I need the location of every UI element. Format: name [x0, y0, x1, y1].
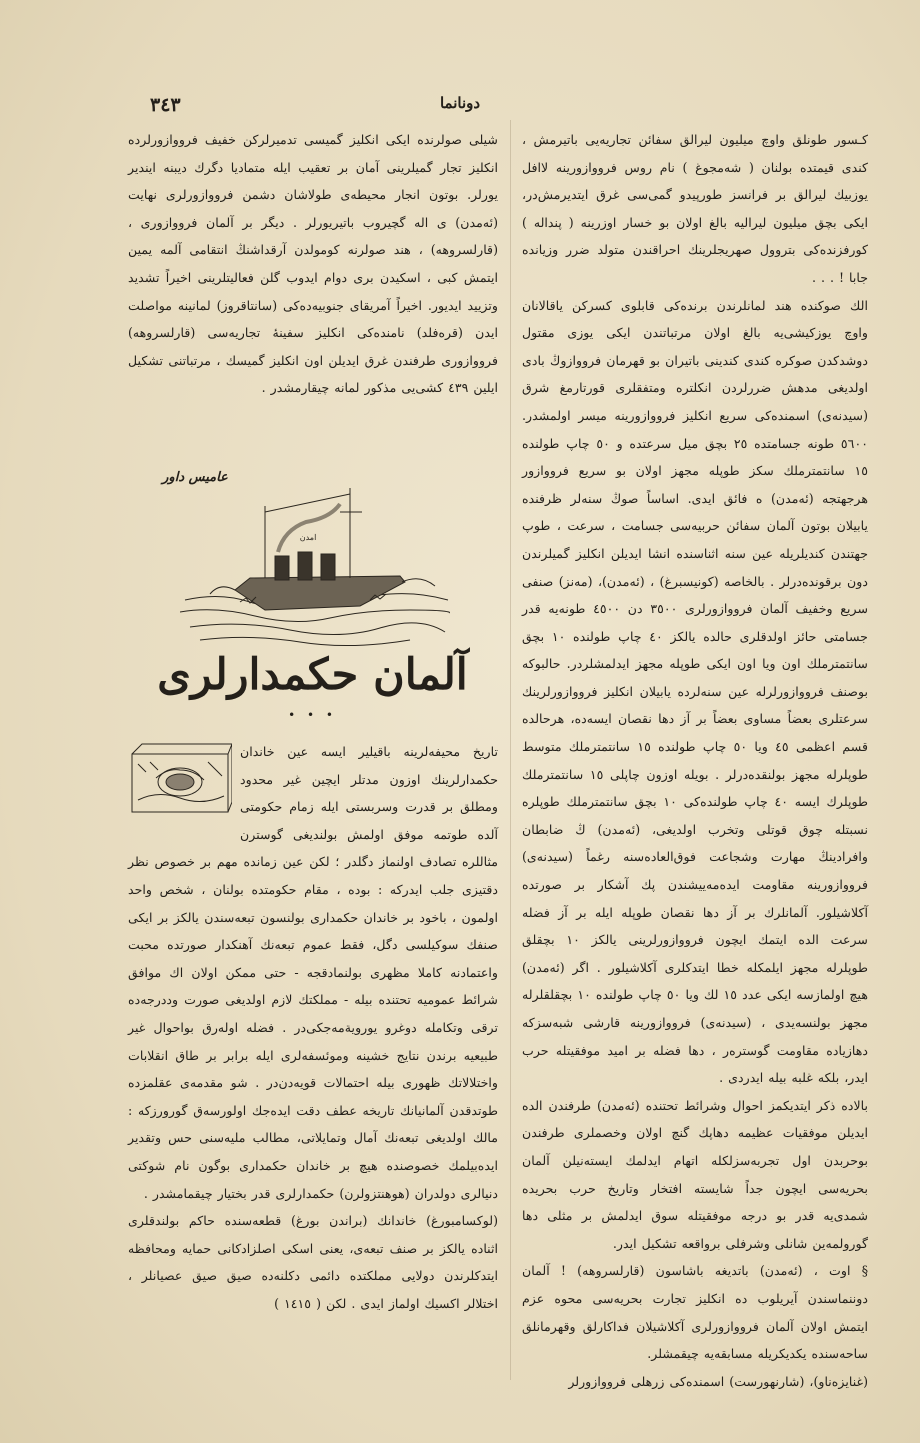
- paragraph: § اوت ، (ئه‌مدن) باتديغه باشاسون (قارلسروهه) ! آلمان دوننماسندن آيريلوب ده انكليز تجارت بحريه‌سى محوه عزم ايتمش اولان آلمان فروواز‌ورلرى آكلاشيلان فداكارلق وقهرمانلق ساحه‌سنده يكديكريله مسابقه‌يه چيقمشلر.: [522, 1263, 868, 1362]
- paragraph: بالاده ذكر ايتديكمز احوال وشرائط تحتنده (ئه‌مدن) طرفندن الده ايديلن موفقيات عظيمه دهاپك گنچ اولان وخصملرى طرفندن بوحربدن اول تجربه‌سزلكله اتهام ايدلمك ايسته‌نيلن آلمان بحريه‌سى ايچون جداً شايسته افتخار وتاريخ حرب بحريده شمدى‌يه قدر بو درجه موفقيتله سوق ايدلمش بر مثلى دها گورولمه‌ين شانلى وشرفلى برواقعه تشكيل ايدر.: [522, 1097, 868, 1251]
- paragraph: شيلى صولرنده ايكى انكليز گميسى تدميرلركن خفيف فروواز‌ورلرده انكليز تجار گميلرينى آمان بر تعقيب ايله متماديا دگرك ديبنه ايندير يورلر. بوتون انجار محيطه‌ى طولاشان دشمن فروواز‌ورلرى نهايت (ئه‌مدن) ى اله گچيروب باتيريورلر . ديگر بر آلمان فروواز‌ورى ، (قارلسروهه) ، هند صولرنه كومولدن آرقداشنڭ انتقامى آلمه يمين ايتمش كبى ، اسكيدن برى دوام ايدوب گلن فعاليتلرينى اخيراً تشديد وتزييد ايديور. اخيراً آمريقاى جنوبيه‌ده‌كى (سانتاقروز) لمانينه مواصلت ايدن (قره‌فلد) نامنده‌كى انكليز سفينهٔ تجاريه‌سى (قارلسروهه) فروواز‌ورى طرفندن غرق ايديلن اون انكليز گميسك ، مرتباتنى تشكيل ايلين ٤٣٩ كشى‌يى مذكور لمانه چيقارمشدر .: [128, 132, 498, 396]
- warship-illustration: [180, 482, 450, 650]
- paragraph: تاريخ محيفه‌لرينه باقيلير ايسه عين خاندان حكمدارلرينك اوزون مدتلر ايچين غير محدود ومطلق بر قدرت وسربستى ايله زمام حكومتى آلده طوتمه موفق اولمش بولنديغى گوسترن مثاللره تصادف اولنماز دگلدر ؛ لكن عين زمانده مهم بر خصوص نظر دقتيزى جلب ايدركه : بوده ، مقام حكومتده بولنان ، شخص واحد اولمون ، باخود بر خاندان حكمدارى بولنسون تبعه‌سندن يالكز بر ايكى صنفك سوكيلسى دگل، فقط عموم تبعه‌نك آهنكدار صورتده محبت واعتمادنه كاملا مظهرى بولنمادقجه - حتى ممكن اولان اك موافق شرائط عموميه تحتنده بيله - مملكتك لازم اولديغى صورت وددرجه‌ده ترقى وتكامله دوغرو يوروية‌مه‌جكى‌در . فضله اوله‌رق بواحوال غير طبيعيه برندن نتايج خشينه وموئسفه‌لرى ايله برابر بر طاق انقلابات واختلالاتك ظهورى بيله احتمالات قويه‌دن‌در . شو مقدمه‌ى عقلمزده طوتدقدن آلمانيانك تاريخه عطف دقت ايده‌جك اولورسه‌ق گورورزكه : مالك اولديغى تبعه‌نك آمال وتمايلاتى، مطالب مليه‌سنى حس وتقدير ايده‌بيلمك خصوصنده هيچ بر خاندان حكمدارى بوگون نام شوكتى دنيالرى دولدران (هوهنتزولرن) حكمدارلرى قدر بختيار چيقمامشدر .: [128, 744, 498, 1201]
- paragraph: كـسور طونلق واوچ ميليون ليرالق سفائن تجاريه‌يى باتيرمش ، كندى قيمتده بولنان ( شه‌مجوغ ) نام روس فروواز‌ورينه لاافل يوزبيك ليرالق بر فرانسز طورپيدو گمى‌سى غرق ايتديرمش‌در، ايكى بچق ميليون ليراليه بالغ اولان بو خسار اوزرينه ( پنداله ) كورفزنده‌كى بتروول صهريجلرينك احراقندن متولد ضرر وزيانده جابا ! . . .: [522, 132, 868, 285]
- column-divider: [510, 120, 511, 1380]
- paragraph: (لوكسامبورغ) خاندانك (براندن بورغ) قطعه‌سنده حاكم بولندقلرى اثناده يالكز بر صنف تبعه‌ى، يعنى اسكى اصلزادكانى حمايه ومحافظه ايتدكلرندن دولايى مملكتده دائمى دكلنه‌ده صيق صيق عصيانلر ، اختلالر اكسيك اولماز ايدى . لكن ( ١٤١٥ ): [128, 1213, 498, 1311]
- decorative-vignette-icon: [128, 740, 232, 824]
- left-column: [128, 126, 498, 402]
- paragraph: (غنايزه‌ناو)، (شارنهورست) اسمنده‌كى زرهلى فروواز‌ورلر: [568, 1373, 868, 1389]
- author-signature: عاميس داور: [162, 470, 228, 485]
- paragraph: الك صوكنده هند لمانلرندن برنده‌كى قابلوى كسركن ياقالانان واوچ يوزكيشى‌يه بالغ اولان مرتباتندن ايكى يوزى مقتول دوشدكدن صوكره كندى كندينى باتيران بو قهرمان فروواز‌وڭ بادى اولديغى مدهش ضررلردن انكلتره ومتفقلرى قورتارمغ شرق (سيدنه‌ى) اسمنده‌كى سريع انكليز فروواز‌ورينه ميسر اولمشدر. ٥٦٠٠ طونه جسامتده ٢٥ بچق ميل سرعتده و ٥٠ چاپ طولنده ١٥ سانتمترملك سكز طوپله مجهز اولان بو سريع فروواز‌ور هرجهتجه (ئه‌مدن) ه فائق ايدى. اساساً صوڭ سنه‌لر ظرفنده يابيلان بوتون آلمان سفائن حربيه‌سى جسامت ، سرعت ، طوپ جهتندن كنديلريله عين سنه اثناسنده انشا ايديلن انكليز گميلرندن دون برقونده‌درلر . بالخاصه (كونيسبرغ) ، (ئه‌مدن)، (مه‌نز) صنفى سريع وخفيف آلمان فروواز‌ورلرى ٣٥٠٠ دن ٤٥٠٠ طونه‌يه قدر جسامتى حائز اولدقلرى حالده يالكز ٤٠ چاپ طولنده ١٠ بچق سانتمترملك اون ويا اون ايكى طوپله مجهز ايدلمشلردر. حالبوكه بوصنف فروواز‌ورلرله عين سنه‌لرده يابيلان انكليز فروواز‌ورلرينك سرعتلرى بعضاً مساوى بعضاً بر آز دها نقصان ايسه‌ده، هرحالده قسم اعظمى ٤٥ ويا ٥٠ چاپ طولنده ١٥ سانتمترملك متوسط طوپلرله مجهز بولنقده‌درلر . بويله اوزون چاپلى ١٥ سانتمترملك طوپلرك ايسه ٤٠ چاپ طولنده‌كى ١٠ بچق سانتمترملك طوپلره نسبتله چوق قوتلى وتخرب اولديغى، (ئه‌مدن) ڭ ضابطان وافرادينڭ مهارت وشجاعت فوق‌العاده‌سنه رغماً (سيدنه‌ى) فروواز‌ورينه مقاومت ايده‌مه‌ييشندن پك آشكار بر صورتده آكلاشيلور. آلمانلرك بر آز دها نقصان طوپله ايله بر آز فضله سرعت الده ايتمك ايچون فروواز‌ورلرينى يالكز ١٠ بچقلق طوپلرله مجهز ايلمكله خطا ايتدكلرى آكلاشيلور . اگر (ئه‌مدن) هيچ اولمازسه ايكى عدد ١٥ لك ويا ٥٠ چاپ طولنده ١٠ بچقلقلرله مجهز بولنسه‌يدى ، (سيدنه‌ى) فروواز‌ورينه قارشى شبه‌سزكه دهازياده مقاومت گوستره‌ر ، دها فضله بر اميد موفقيتله حرب ايدر، بلكه غلبه بيله ايدردى .: [522, 297, 869, 1086]
- section-body: [128, 738, 498, 1317]
- illustration-caption: امدن: [299, 533, 317, 542]
- right-column: [522, 126, 868, 1395]
- section-heading: آلمان حكمدارلرى: [157, 650, 468, 700]
- heading-ornament: • • •: [288, 708, 337, 722]
- page-number: ٣٤٣: [150, 94, 181, 116]
- running-head: [60, 94, 860, 124]
- running-title: دونانما: [439, 94, 481, 112]
